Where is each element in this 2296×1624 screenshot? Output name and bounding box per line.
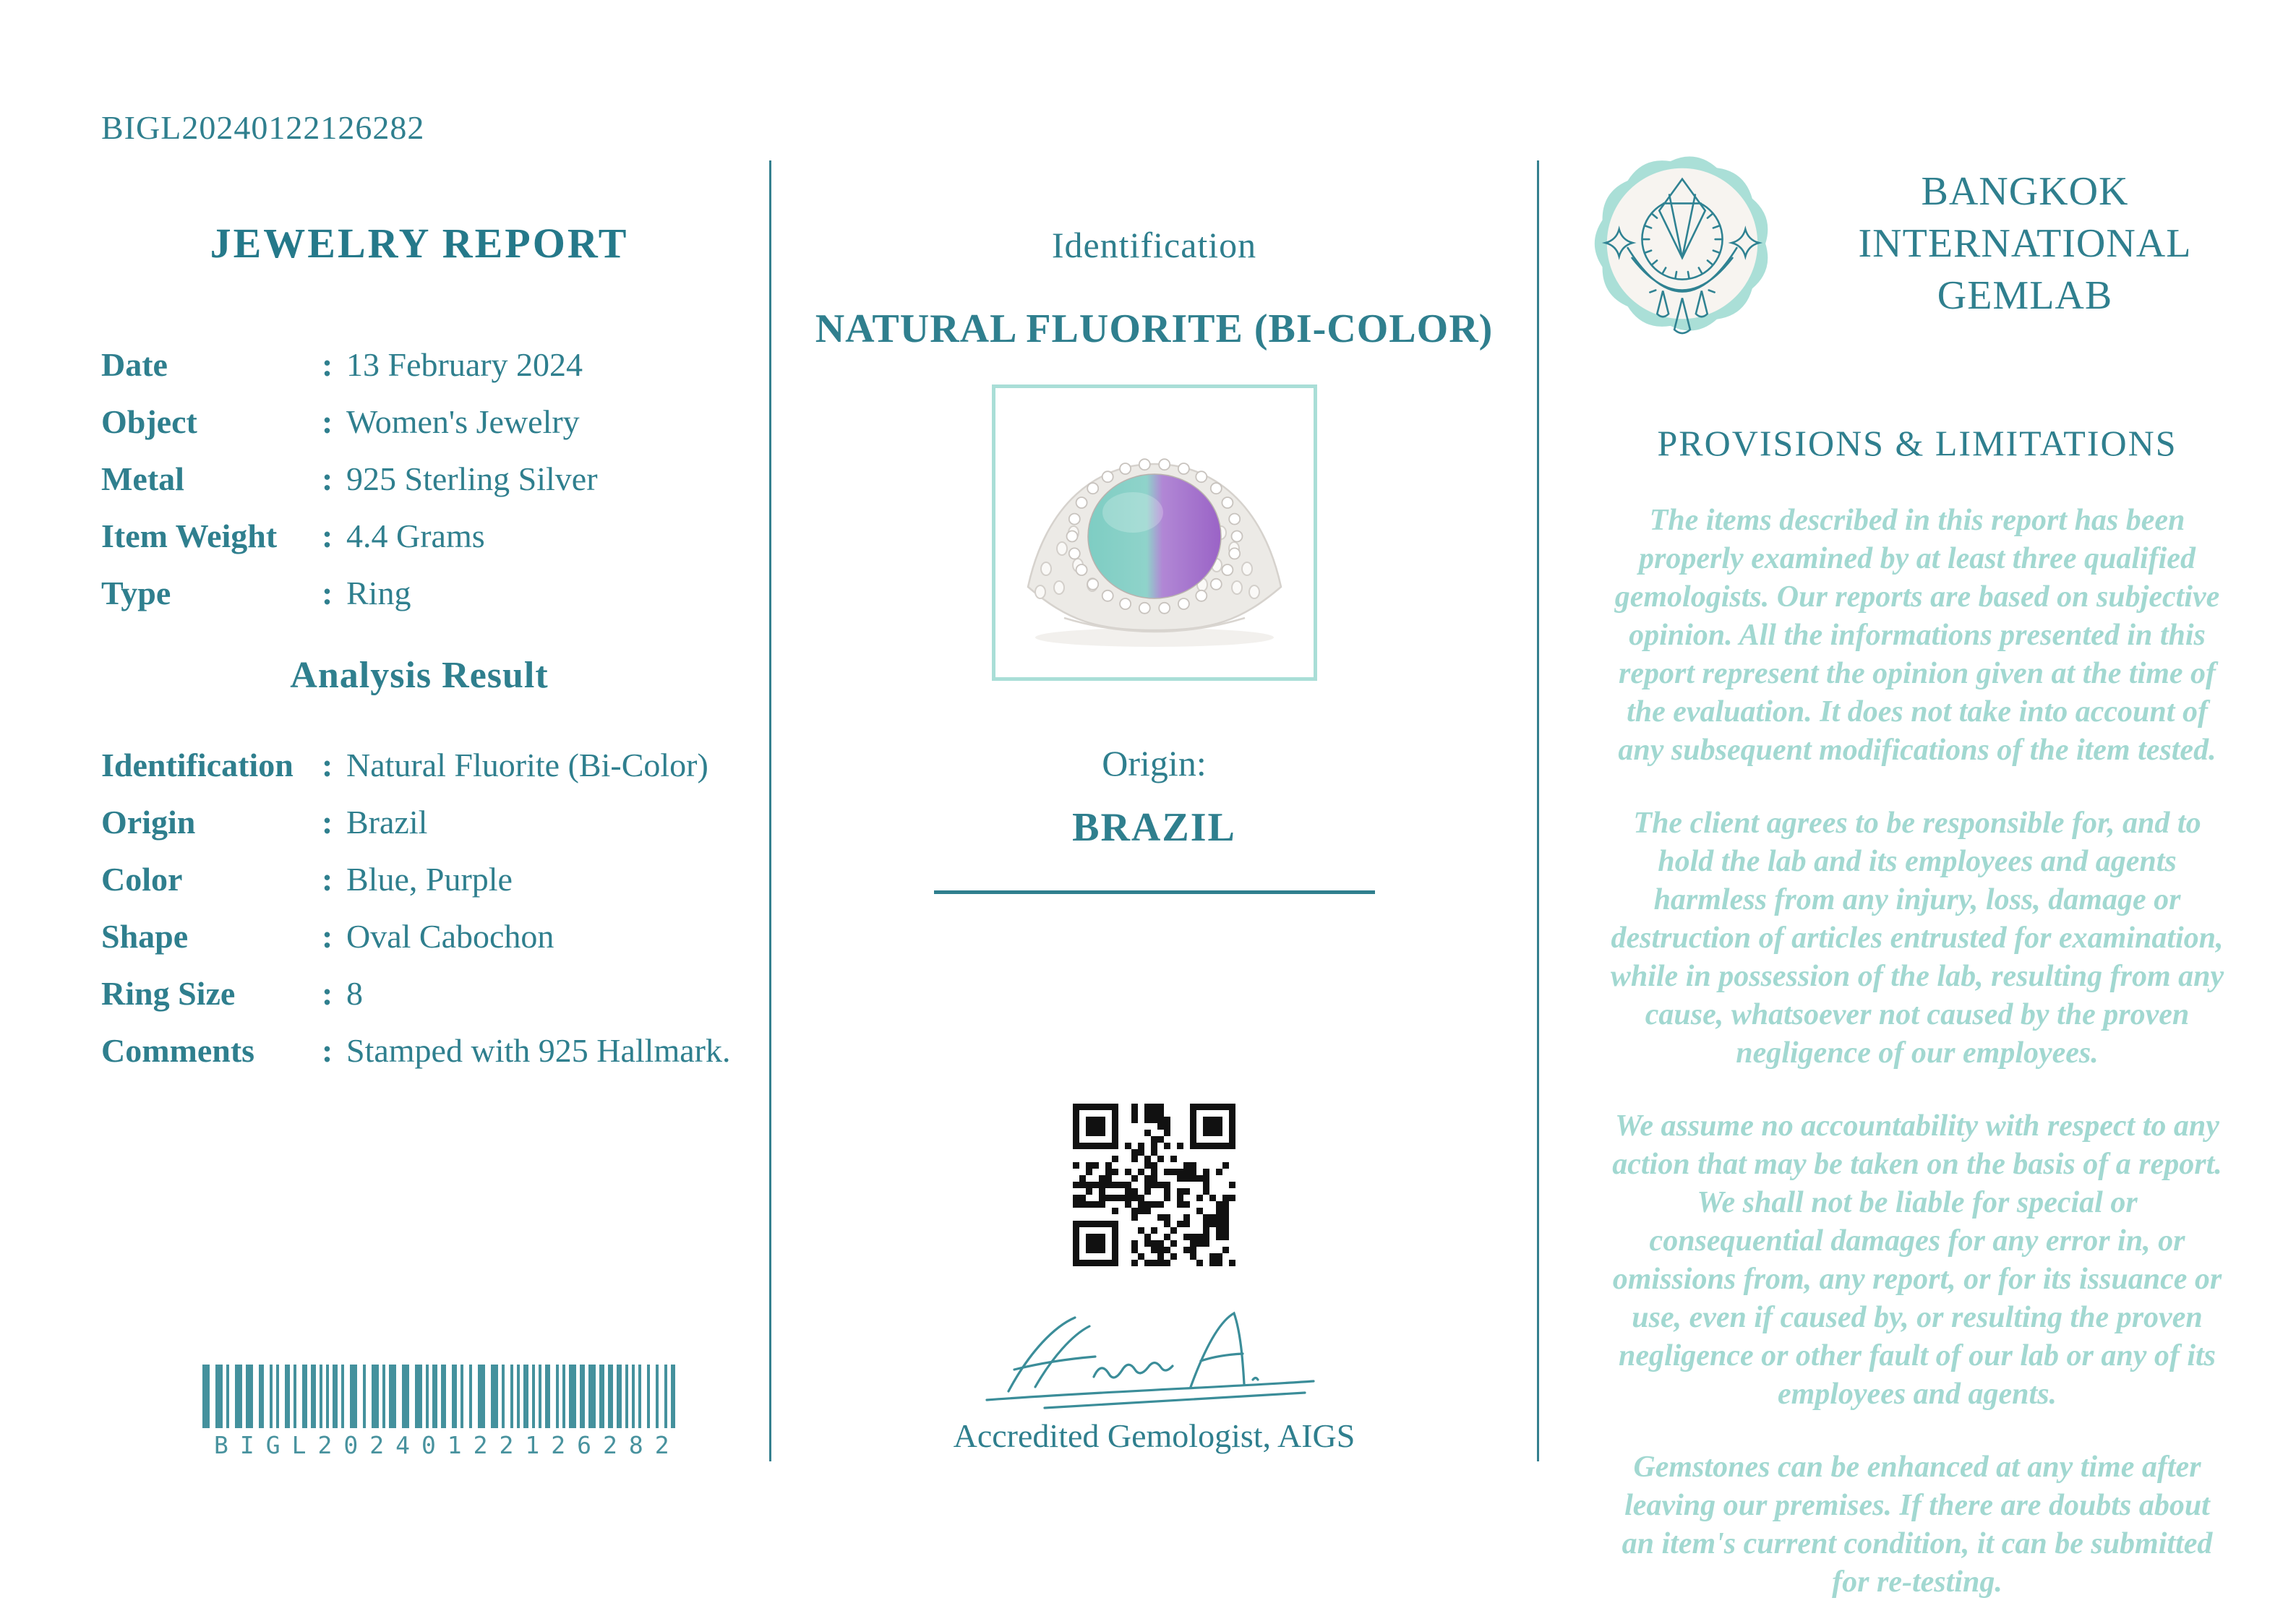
qr-code-image	[1073, 1104, 1235, 1266]
lab-panel	[1538, 108, 2296, 1624]
gemlab-logo-icon	[1589, 150, 1775, 337]
lab-header	[1538, 150, 2296, 337]
field-value: Stamped with 925 Hallmark.	[346, 1032, 731, 1069]
analysis-fields	[101, 736, 737, 1079]
field-colon: :	[322, 1032, 333, 1069]
field-row-item-weight	[101, 507, 737, 564]
report-fields	[101, 336, 737, 622]
signer-title: Accredited Gemologist, AIGS	[953, 1417, 1355, 1454]
origin-underline	[934, 890, 1375, 894]
field-row-origin	[101, 794, 737, 851]
origin-label: Origin:	[1102, 743, 1207, 783]
field-label: Date	[101, 346, 168, 383]
field-value: 13 February 2024	[346, 346, 583, 383]
origin-value: BRAZIL	[1072, 805, 1236, 850]
field-value: Women's Jewelry	[346, 403, 580, 440]
field-colon: :	[322, 346, 333, 383]
field-label: Item Weight	[101, 517, 278, 554]
provisions-paragraph-2: The client agrees to be responsible for, and to hold the lab and its employees and agents harmless from any injury, loss, damage or destruction of articles entrusted for examination, while in possession of the lab, resulting from any cause, whatsoever not caused by the proven negligence of our employees.	[1610, 807, 2224, 1070]
field-label: Identification	[101, 747, 294, 783]
field-colon: :	[322, 804, 333, 841]
jewelry-photo	[992, 384, 1317, 681]
field-row-date	[101, 336, 737, 393]
field-colon: :	[322, 517, 333, 554]
field-value: Oval Cabochon	[346, 918, 554, 955]
provisions-title: PROVISIONS & LIMITATIONS	[1657, 423, 2177, 463]
field-label: Object	[101, 403, 197, 440]
field-value: Blue, Purple	[346, 861, 513, 898]
field-row-metal	[101, 450, 737, 507]
lab-name-line-3: GEMLAB	[1937, 273, 2113, 318]
lab-name-line-2: INTERNATIONAL	[1858, 221, 2192, 266]
identification-panel	[771, 108, 1537, 1455]
gemlab-badge-icon	[1589, 150, 1775, 337]
field-value: Natural Fluorite (Bi-Color)	[346, 747, 708, 783]
field-colon: :	[322, 747, 333, 783]
field-label: Origin	[101, 804, 196, 841]
field-colon: :	[322, 861, 333, 898]
field-value: 4.4 Grams	[346, 517, 485, 554]
barcode-bars	[202, 1365, 680, 1428]
field-row-type	[101, 564, 737, 622]
field-colon: :	[322, 975, 333, 1012]
ring-illustration	[995, 388, 1314, 677]
field-value: 8	[346, 975, 363, 1012]
lab-name	[1775, 166, 2296, 322]
report-title: JEWELRY REPORT	[210, 220, 629, 267]
qr-code	[1073, 1104, 1235, 1266]
signature	[952, 1299, 1357, 1411]
field-row-color	[101, 851, 737, 908]
field-row-ring-size	[101, 965, 737, 1022]
field-value: Brazil	[346, 804, 428, 841]
report-number: BIGL20240122126282	[101, 109, 425, 146]
field-colon: :	[322, 403, 333, 440]
field-label: Shape	[101, 918, 189, 955]
field-label: Type	[101, 575, 171, 611]
field-label: Comments	[101, 1032, 255, 1069]
provisions-paragraphs	[1610, 502, 2224, 1602]
field-colon: :	[322, 918, 333, 955]
signature-handwriting	[952, 1299, 1357, 1411]
field-colon: :	[322, 575, 333, 611]
field-row-identification	[101, 736, 737, 794]
field-label: Metal	[101, 460, 184, 497]
barcode-text: BIGL20240122126282	[214, 1431, 681, 1459]
provisions-paragraph-1: The items described in this report has been properly examined by at least three qualified gemologists. Our reports are based on subjective opinion. All the informations presented in this report represent the opinion given at the time of the evaluation. It does not take into account of any subsequent modifications of the item tested.	[1614, 504, 2220, 767]
field-label: Ring Size	[101, 975, 236, 1012]
identification-heading: Identification	[1051, 225, 1257, 265]
field-row-object	[101, 393, 737, 450]
analysis-result-title: Analysis Result	[290, 655, 549, 696]
identification-result: NATURAL FLUORITE (BI-COLOR)	[815, 306, 1494, 351]
report-details-panel	[101, 108, 737, 1079]
field-label: Color	[101, 861, 183, 898]
provisions-paragraph-4: Gemstones can be enhanced at any time after leaving our premises. If there are doubts about an item's current condition, it can be submitted for re-testing.	[1622, 1451, 2213, 1599]
field-row-comments	[101, 1022, 737, 1079]
field-colon: :	[322, 460, 333, 497]
field-value: 925 Sterling Silver	[346, 460, 598, 497]
provisions-paragraph-3: We assume no accountability with respect to any action that may be taken on the basis of a report. We shall not be liable for special or consequential damages for any error in, or omissions from, any report, or for its issuance or use, even if caused by, or resulting the proven negligence or other fault of our lab or any of its employees and agents.	[1612, 1109, 2222, 1411]
barcode	[202, 1365, 680, 1459]
lab-name-line-1: BANGKOK	[1921, 169, 2129, 214]
field-row-shape	[101, 908, 737, 965]
field-value: Ring	[346, 575, 411, 611]
